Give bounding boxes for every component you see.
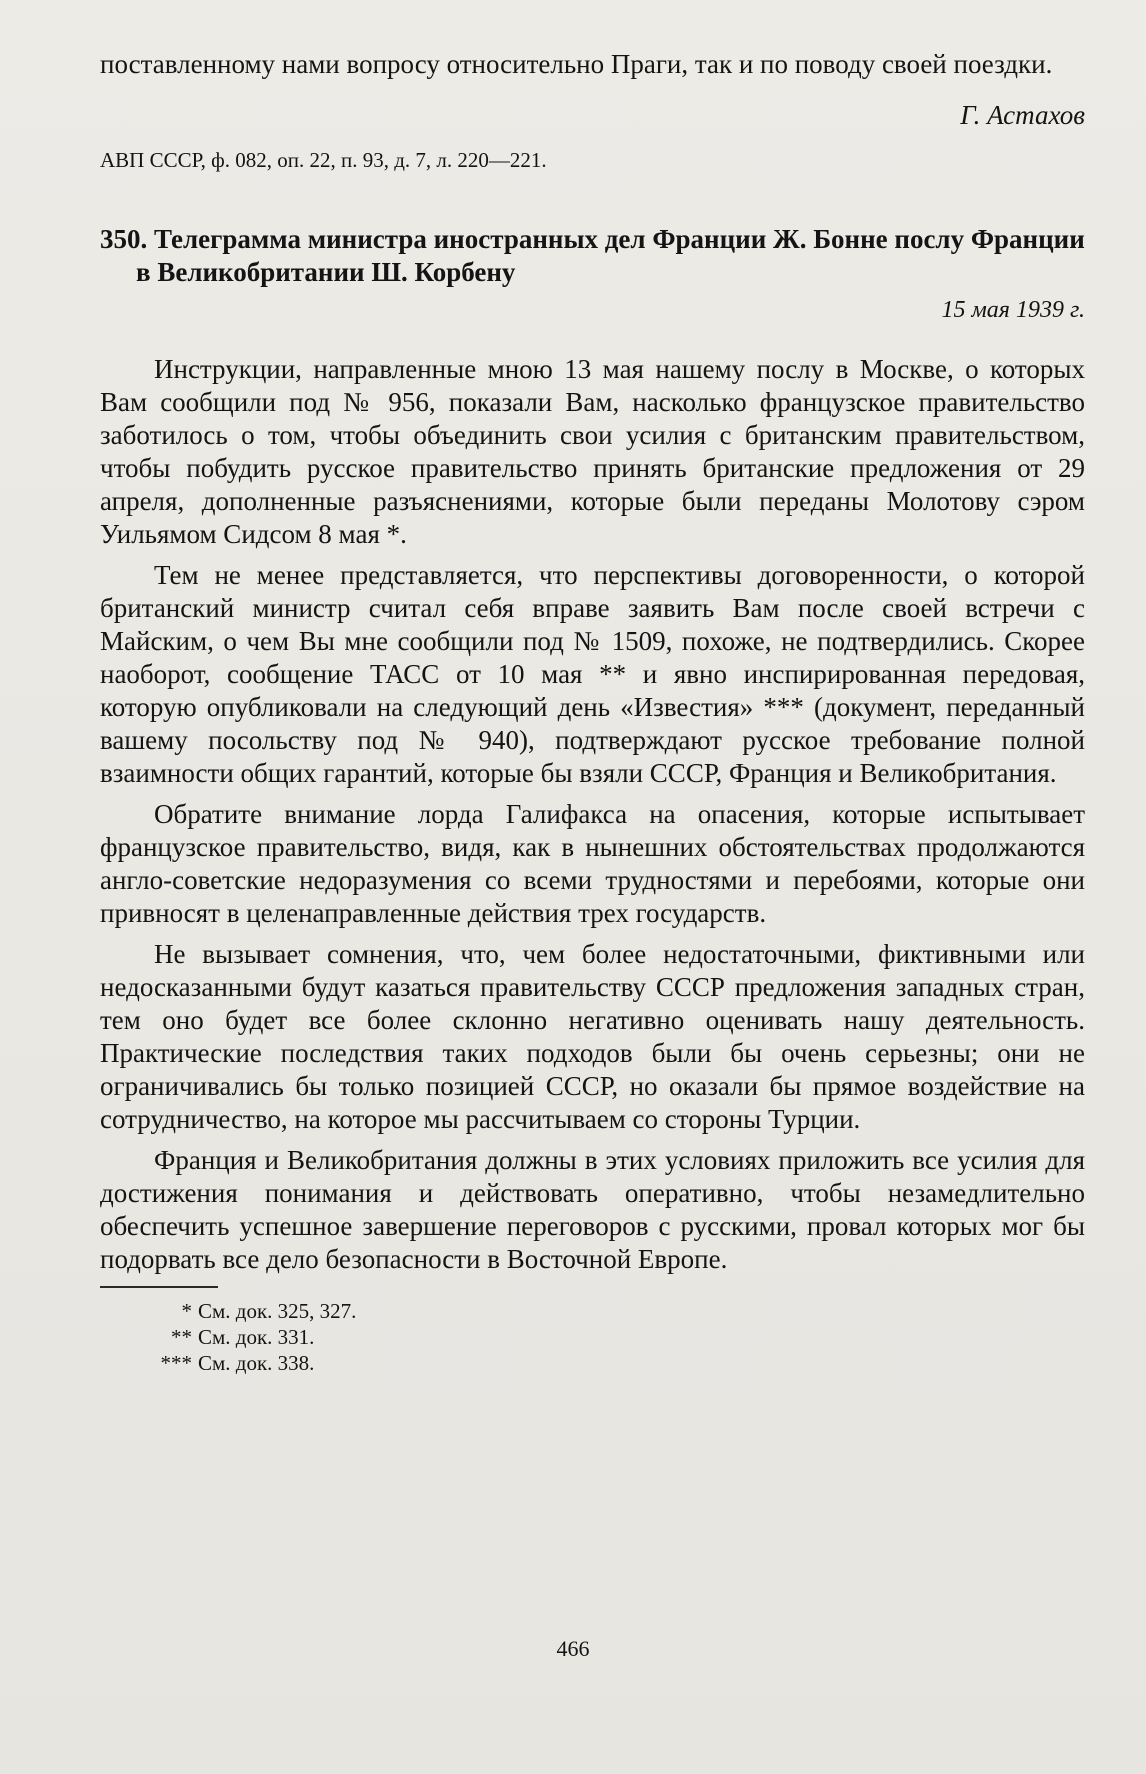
- document-date: 15 мая 1939 г.: [941, 297, 1085, 323]
- footnote: [100, 1324, 1085, 1350]
- footnote: [100, 1298, 1085, 1324]
- page-number: 466: [556, 1636, 590, 1661]
- footnotes: [100, 1298, 1085, 1376]
- footnote-mark: **: [171, 1325, 192, 1349]
- footnote: [100, 1350, 1085, 1376]
- body-paragraph: Франция и Великобритания должны в этих условиях приложить все усилия для достижения понимания и действовать оперативно, чтобы незамедлительно обеспечить успешное завершение переговоров с русскими, провал которых мог бы подорвать все дело безопасности в Восточной Европе.: [100, 1145, 1085, 1274]
- footnote-text: См. док. 331.: [198, 1325, 315, 1349]
- previous-document-continuation: поставленному нами вопросу относительно Праги, так и по поводу своей поездки.: [100, 49, 1053, 79]
- document-heading: 350. Телеграмма министра иностранных дел Франции Ж. Бонне послу Франции в Великобритании Ш. Корбену: [100, 224, 1085, 287]
- body-paragraph: Обратите внимание лорда Галифакса на опасения, которые испытывает французское правительство, видя, как в нынешних обстоятельствах продолжаются англо-советские недоразумения со всеми трудностями и перебоями, которые они привносят в целенаправленные действия трех государств.: [100, 799, 1085, 928]
- footnote-text: См. док. 325, 327.: [198, 1299, 357, 1323]
- document-body: [100, 353, 1085, 1276]
- footnote-divider: [100, 1286, 218, 1288]
- footnote-text: См. док. 338.: [198, 1351, 315, 1375]
- text-column: [100, 48, 1085, 1376]
- signature: Г. Астахов: [960, 100, 1085, 130]
- body-paragraph: Не вызывает сомнения, что, чем более недостаточными, фиктивными или недосказанными будут казаться правительству СССР предложения западных стран, тем оно будет все более склонно негативно оценивать нашу деятельность. Практические последствия таких подходов были бы очень серьезны; они не ограничивались бы только позицией СССР, но оказали бы прямое воздействие на сотрудничество, на которое мы рассчитываем со стороны Турции.: [100, 939, 1085, 1134]
- body-paragraph: Инструкции, направленные мною 13 мая нашему послу в Москве, о которых Вам сообщили под № 956, показали Вам, насколько французское правительство заботилось о том, чтобы объединить свои усилия с британским правительством, чтобы побудить русское правительство принять британские предложения от 29 апреля, дополненные разъяснениями, которые были переданы Молотову сэром Уильямом Сидсом 8 мая *.: [100, 354, 1085, 549]
- body-paragraph: Тем не менее представляется, что перспективы договоренности, о которой британский министр считал себя вправе заявить Вам после своей встречи с Майским, о чем Вы мне сообщили под № 1509, похоже, не подтвердились. Скорее наоборот, сообщение ТАСС от 10 мая ** и явно инспирированная передовая, которую опубликовали на следующий день «Известия» *** (документ, переданный вашему посольству под № 940), подтверждают русское требование полной взаимности общих гарантий, которые бы взяли СССР, Франция и Великобритания.: [100, 560, 1085, 788]
- footnote-mark: ***: [160, 1351, 192, 1375]
- archive-reference: АВП СССР, ф. 082, оп. 22, п. 93, д. 7, л. 220—221.: [100, 148, 547, 172]
- footnote-mark: *: [181, 1299, 192, 1323]
